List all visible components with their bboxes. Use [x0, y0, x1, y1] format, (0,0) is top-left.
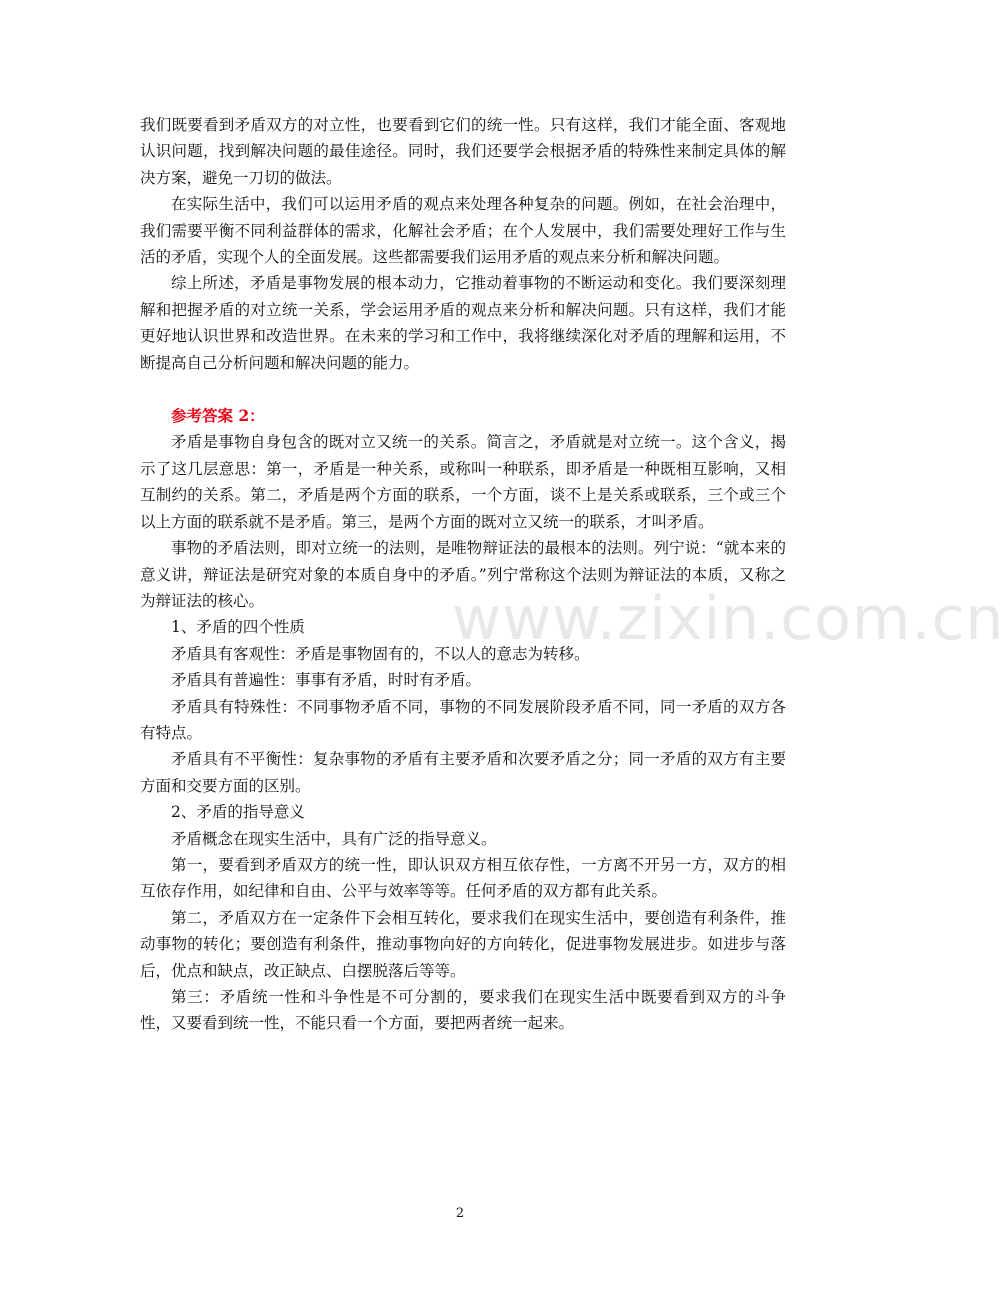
watermark: www.zixin.com.cn [452, 584, 1004, 654]
paragraph: 矛盾是事物自身包含的既对立又统一的关系。简言之，矛盾就是对立统一。这个含义，揭示了这几层意思：第一，矛盾是一种关系，或称叫一种联系，即矛盾是一种既相互影响，又相互制约的关系。第二，矛盾是两个方面的联系，一个方面，谈不上是关系或联系，三个或三个以上方面的联系就不是矛盾。第三，是两个方面的既对立又统一的联系，才叫矛盾。 [140, 433, 786, 531]
subheading: 2、矛盾的指导意义 [171, 803, 305, 822]
paragraph: 矛盾具有普遍性：事事有矛盾，时时有矛盾。 [171, 671, 482, 690]
paragraph: 综上所述，矛盾是事物发展的根本动力，它推动着事物的不断运动和变化。我们要深刻理解和把握矛盾的对立统一关系，学会运用矛盾的观点来分析和解决问题。只有这样，我们才能更好地认识世界和改造世界。在未来的学习和工作中，我将继续深化对矛盾的理解和运用，不断提高自己分析问题和解决问题的能力。 [140, 274, 786, 372]
paragraph: 矛盾具有不平衡性：复杂事物的矛盾有主要矛盾和次要矛盾之分；同一矛盾的双方有主要方面和交要方面的区别。 [140, 750, 786, 795]
section-heading: 参考答案 2： [171, 406, 265, 426]
paragraph: 第一，要看到矛盾双方的统一性，即认识双方相互依存性，一方离不开另一方，双方的相互依存作用，如纪律和自由、公平与效率等等。任何矛盾的双方都有此关系。 [140, 855, 786, 901]
subheading: 1、矛盾的四个性质 [171, 618, 305, 637]
document-body [140, 112, 786, 1037]
paragraph: 我们既要看到矛盾双方的对立性，也要看到它们的统一性。只有这样，我们才能全面、客观地认识问题，找到解决问题的最佳途径。同时，我们还要学会根据矛盾的特殊性来制定具体的解决方案，避免一刀切的做法。 [140, 116, 786, 187]
section-gap [140, 376, 786, 403]
paragraph: 矛盾具有特殊性：不同事物矛盾不同，事物的不同发展阶段矛盾不同，同一矛盾的双方各有特点。 [140, 697, 786, 742]
paragraph: 矛盾具有客观性：矛盾是事物固有的，不以人的意志为转移。 [171, 644, 590, 663]
paragraph: 第三：矛盾统一性和斗争性是不可分割的，要求我们在现实生活中既要看到双方的斗争性，又要看到统一性，不能只看一个方面，要把两者统一起来。 [140, 988, 786, 1033]
paragraph: 在实际生活中，我们可以运用矛盾的观点来处理各种复杂的问题。例如，在社会治理中，我们需要平衡不同利益群体的需求，化解社会矛盾；在个人发展中，我们需要处理好工作与生活的矛盾，实现个人的全面发展。这些都需要我们运用矛盾的观点来分析和解决问题。 [140, 195, 786, 267]
page-number: 2 [455, 1206, 465, 1221]
paragraph: 第二，矛盾双方在一定条件下会相互转化，要求我们在现实生活中，要创造有利条件，推动事物的转化；要创造有利条件，推动事物向好的方向转化，促进事物发展进步。如进步与落后，优点和缺点，改正缺点、白摆脱落后等等。 [140, 908, 786, 980]
paragraph: 事物的矛盾法则，即对立统一的法则，是唯物辩证法的最根本的法则。列宁说：“就本来的意义讲，辩证法是研究对象的本质自身中的矛盾。”列宁常称这个法则为辩证法的本质，又称之为辩证法的核心。 [140, 539, 786, 610]
paragraph: 矛盾概念在现实生活中，具有广泛的指导意义。 [171, 829, 497, 848]
